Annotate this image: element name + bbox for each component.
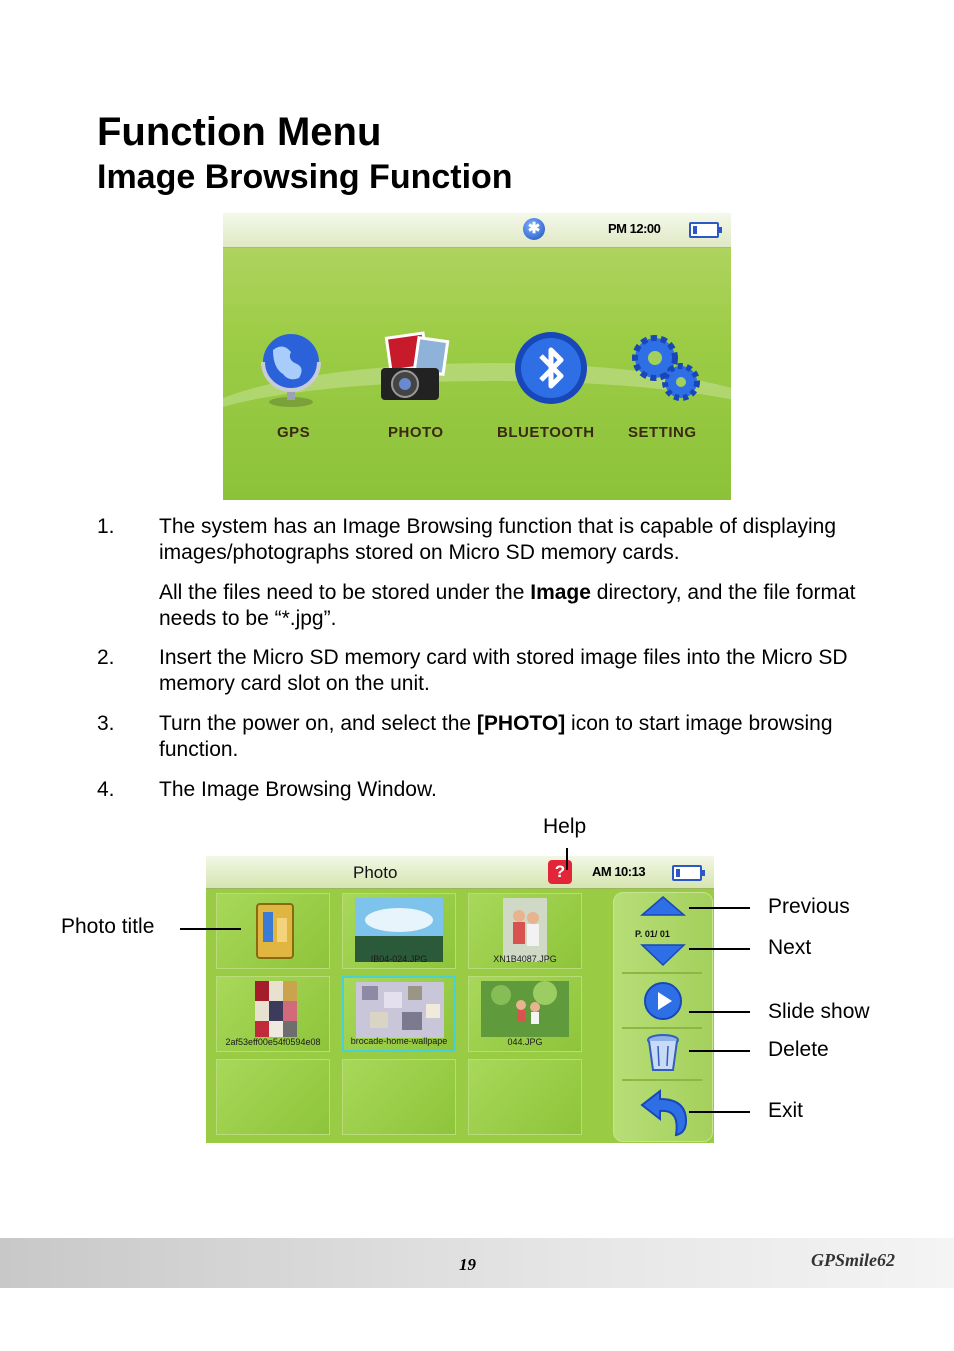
- status-bar: [223, 213, 731, 248]
- folder-thumbnail[interactable]: [216, 893, 330, 969]
- list-item: [97, 711, 877, 765]
- exit-return-icon[interactable]: [638, 1087, 690, 1137]
- callout-next: Next: [768, 936, 812, 959]
- photo-file-name: 2af53eff00e54f0594e08: [225, 1037, 321, 1047]
- callout-exit: Exit: [768, 1099, 804, 1122]
- empty-thumbnail-slot: [468, 1059, 582, 1135]
- callout-slide-show: Slide show: [768, 1000, 870, 1023]
- empty-thumbnail-slot: [342, 1059, 456, 1135]
- page-indicator: P. 01/ 01: [635, 929, 670, 939]
- photo-thumbnail[interactable]: [468, 893, 582, 969]
- next-arrow-icon[interactable]: [640, 943, 686, 967]
- control-panel: [613, 892, 713, 1142]
- clock: PM 12:00: [608, 221, 661, 236]
- photo-browser-screen: [206, 856, 714, 1143]
- list-text: The system has an Image Browsing function that is capable of displaying images/photographs stored on Micro SD memory cards.: [159, 515, 837, 564]
- list-item: [97, 645, 877, 699]
- main-menu-screen: [223, 213, 731, 500]
- menu-label-bluetooth[interactable]: BLUETOOTH: [497, 424, 595, 441]
- photo-file-name: 044.JPG: [507, 1037, 543, 1047]
- help-icon[interactable]: ?: [548, 860, 572, 884]
- list-number: 1.: [97, 515, 115, 538]
- page-number: 19: [459, 1255, 476, 1274]
- callout-previous: Previous: [768, 895, 850, 918]
- previous-arrow-icon[interactable]: [640, 895, 686, 917]
- help-leader-line: [566, 848, 568, 870]
- photo-thumbnail-selected[interactable]: [342, 976, 456, 1052]
- photo-screen-title: Photo: [353, 863, 398, 882]
- gears-icon[interactable]: [627, 328, 707, 408]
- trash-icon[interactable]: [645, 1033, 681, 1073]
- list-item: [97, 514, 877, 568]
- battery-icon: [689, 222, 719, 238]
- battery-icon: [672, 865, 702, 881]
- menu-label-setting[interactable]: SETTING: [628, 424, 697, 441]
- photo-title-bar: [206, 856, 714, 889]
- list-number: 4.: [97, 778, 115, 801]
- section-title: Image Browsing Function: [97, 158, 513, 196]
- pattern-photo: [229, 981, 317, 1045]
- landscape-photo: [355, 898, 443, 962]
- product-name: GPSmile62: [811, 1250, 895, 1270]
- clock: AM 10:13: [592, 864, 646, 879]
- photo-thumbnail[interactable]: [468, 976, 582, 1052]
- page-footer: [0, 1238, 954, 1288]
- list-text: Insert the Micro SD memory card with stored image files into the Micro SD memory card slot on the unit.: [159, 646, 848, 695]
- photo-thumbnail[interactable]: [342, 893, 456, 969]
- camera-icon[interactable]: [375, 328, 455, 408]
- exit-leader-line: [689, 1111, 750, 1113]
- slide-show-leader-line: [689, 1011, 750, 1013]
- delete-leader-line: [689, 1050, 750, 1052]
- callout-help: Help: [543, 815, 587, 838]
- list-text: The Image Browsing Window.: [159, 778, 437, 801]
- previous-leader-line: [689, 907, 750, 909]
- photo-file-name: IB04-024.JPG: [370, 954, 428, 964]
- menu-label-gps[interactable]: GPS: [277, 424, 311, 441]
- callout-delete: Delete: [768, 1038, 829, 1061]
- family-photo: [481, 898, 569, 962]
- photo-title-leader-line: [180, 928, 241, 930]
- page-title: Function Menu: [97, 110, 382, 154]
- list-number: 3.: [97, 712, 115, 735]
- menu-label-photo[interactable]: PHOTO: [388, 424, 444, 441]
- bluetooth-icon[interactable]: [511, 328, 591, 408]
- photo-file-name: XN1B4087.JPG: [493, 954, 557, 964]
- slide-show-icon[interactable]: [643, 981, 683, 1021]
- globe-icon[interactable]: [251, 328, 331, 408]
- photo-file-name: brocade-home-wallpape: [350, 1036, 448, 1046]
- list-text: Turn the power on, and select the [PHOTO] icon to start image browsing function.: [159, 712, 833, 761]
- bluetooth-status-icon: ✱: [523, 218, 545, 240]
- photo-thumbnail[interactable]: [216, 976, 330, 1052]
- next-leader-line: [689, 948, 750, 950]
- list-number: 2.: [97, 646, 115, 669]
- garden-photo: [481, 981, 569, 1045]
- callout-photo-title: Photo title: [61, 915, 155, 938]
- folder-icon: [229, 898, 317, 962]
- note-paragraph: All the files need to be stored under the Image directory, and the file format needs to be “*.jpg”.: [159, 581, 856, 630]
- empty-thumbnail-slot: [216, 1059, 330, 1135]
- list-item: [97, 777, 877, 805]
